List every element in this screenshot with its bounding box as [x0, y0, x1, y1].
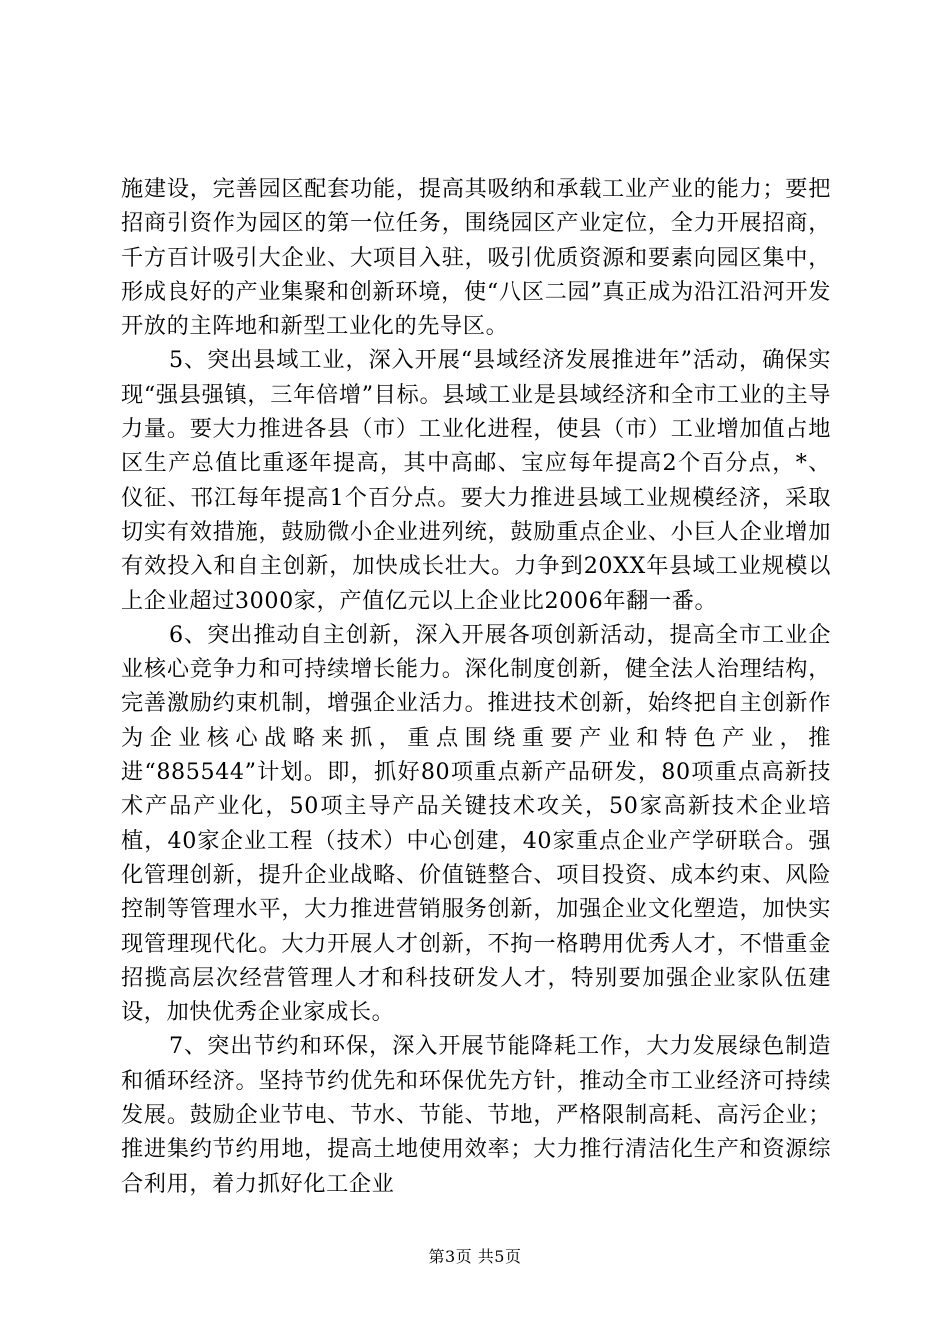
page-number-footer: 第3页 共5页: [428, 1247, 522, 1266]
document-body: [121, 172, 831, 1201]
paragraph-item-7: 7、突出节约和环保，深入开展节能降耗工作，大力发展绿色制造和循环经济。坚持节约优先和环保优先方针，推动全市工业经济可持续发展。鼓励企业节电、节水、节能、节地，严格限制高耗、高污企业；推进集约节约用地，提高土地使用效率；大力推行清洁化生产和资源综合利用，着力抓好化工企业: [121, 1033, 831, 1197]
paragraph-item-5: 5、突出县域工业，深入开展“县域经济发展推进年”活动，确保实现“强县强镇，三年倍增”目标。县域工业是县域经济和全市工业的主导力量。要大力推进各县（市）工业化进程，使县（市）工业增加值占地区生产总值比重逐年提高，其中高邮、宝应每年提高2个百分点，*、仪征、邗江每年提高1个百分点。要大力推进县域工业规模经济，采取切实有效措施，鼓励微小企业进列统，鼓励重点企业、小巨人企业增加有效投入和自主创新，加快成长壮大。力争到20XX年县域工业规模以上企业超过3000家，产值亿元以上企业比2006年翻一番。: [121, 347, 831, 614]
paragraph-item-6: 6、突出推动自主创新，深入开展各项创新活动，提高全市工业企业核心竞争力和可持续增长能力。深化制度创新，健全法人治理结构，完善激励约束机制，增强企业活力。推进技术创新，始终把自主创新作为企业核心战略来抓，重点围绕重要产业和特色产业，推进“885544”计划。即，抓好80项重点新产品研发，80项重点高新技术产品产业化，50项主导产品关键技术攻关，50家高新技术企业培植，40家企业工程（技术）中心创建，40家重点企业产学研联合。强化管理创新，提升企业战略、价值链整合、项目投资、成本约束、风险控制等管理水平，大力推进营销服务创新，加强企业文化塑造，加快实现管理现代化。大力开展人才创新，不拘一格聘用优秀人才，不惜重金招揽高层次经营管理人才和科技研发人才，特别要加强企业家队伍建设，加快优秀企业家成长。: [121, 621, 831, 1026]
paragraph-continuation: 施建设，完善园区配套功能，提高其吸纳和承载工业产业的能力；要把招商引资作为园区的第一位任务，围绕园区产业定位，全力开展招商，千方百计吸引大企业、大项目入驻，吸引优质资源和要素向园区集中，形成良好的产业集聚和创新环境，使“八区二园”真正成为沿江沿河开发开放的主阵地和新型工业化的先导区。: [121, 176, 831, 340]
